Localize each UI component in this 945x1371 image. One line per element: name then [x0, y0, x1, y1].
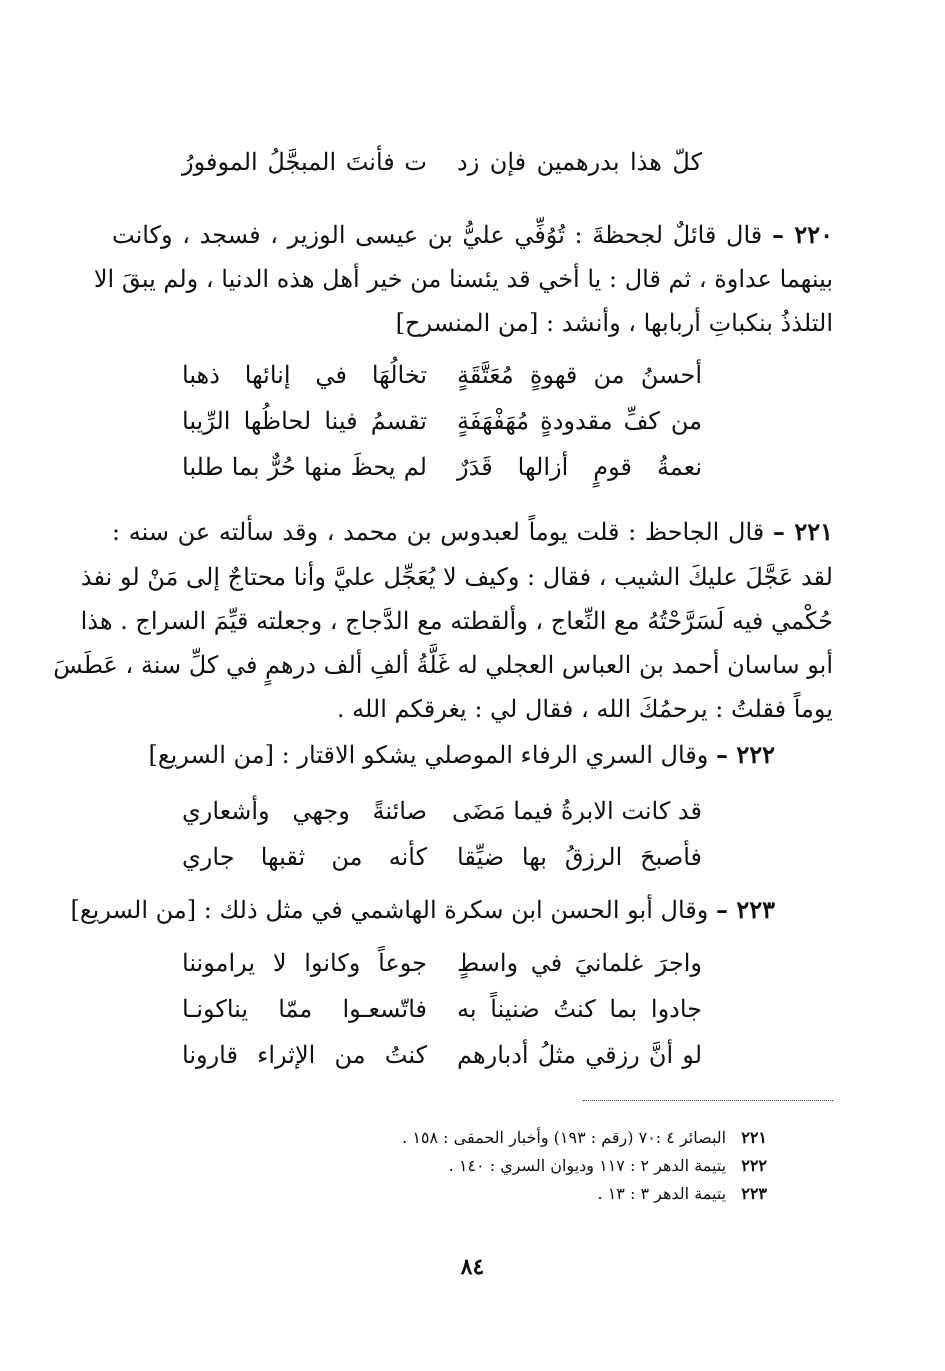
footnote-223: [598, 1182, 767, 1206]
verse-second-hemistich: ت فأنتَ المبجَّلُ الموفورُ: [182, 148, 427, 176]
entry-223-verse-2: جادوا بما كنتُ ضنيناً به فاتّسعـوا ممّا يناكونـا: [182, 995, 702, 1023]
page-number: ٨٤: [460, 1254, 485, 1280]
entry-223-intro: ٢٢٣ – وقال أبو الحسن ابن سكرة الهاشمي في مثل ذلك : [من السريع]: [70, 895, 775, 924]
footnote-text: يتيمة الدهر ٢ : ١١٧ وديوان السري : ١٤٠ .: [448, 1156, 727, 1175]
entry-220-verse-1: أحسنُ من قهوةٍ مُعَتَّقَةٍ تخالُهَا في إنائها ذهبا: [182, 361, 702, 389]
entry-222-verse-1: قد كانت الابرةُ فيما مَضَى صائنةً وجهي وأشعاري: [182, 797, 702, 825]
entry-number: ٢٢١ –: [772, 517, 833, 546]
entry-221-line-1: ٢٢١ – قال الجاحظ : قلت يوماً لعبدوس بن محمد ، وقد سألته عن سنه :: [112, 517, 833, 546]
entry-223-verse-1: واجرَ غلمانيَ في واسطٍ جوعاً وكانوا لا يراموننا: [182, 949, 702, 977]
entry-number: ٢٢٠ –: [771, 220, 834, 249]
footnote-text: البصائر ٤ :٧٠ (رقم : ١٩٣) وأخبار الحمقى : ١٥٨ .: [402, 1128, 727, 1147]
entry-number: ٢٢٢ –: [715, 740, 775, 769]
footnote-text: يتيمة الدهر ٣ : ١٣ .: [597, 1184, 727, 1203]
entry-221-line-4: أبو ساسان أحمد بن العباس العجلي له غَلَّةُ ألفِ ألف درهمٍ في كلِّ سنة ، عَطَسَ: [53, 651, 833, 679]
entry-221-line-2: لقد عَجَّلَ عليكَ الشيب ، فقال : وكيف لا يُعَجِّل عليَّ وأنا محتاجٌ إلى مَنْ لو نفذ: [80, 563, 833, 591]
entry-number: ٢٢٣ –: [715, 895, 775, 924]
footnote-separator: [583, 1100, 833, 1101]
footnote-number: ٢٢٢: [741, 1156, 767, 1175]
entry-221-line-5: يوماً فقلتُ : يرحمُكَ الله ، فقال لي : يغرقكم الله .: [336, 695, 833, 723]
verse-first-hemistich: كلّ هذا بدرهمين فإن زد: [457, 148, 702, 176]
footnote-number: ٢٢١: [741, 1128, 767, 1147]
entry-220-line-1: ٢٢٠ – قال قائلٌ لجحظةَ : تُوُفِّي عليُّ بن عيسى الوزير ، فسجد ، وكانت: [112, 220, 834, 249]
entry-220-line-2: بينهما عداوة ، ثم قال : يا أخي قد يئسنا من خير أهل هذه الدنيا ، ولم يبقَ الا: [93, 265, 833, 293]
opening-verse: [182, 143, 702, 181]
entry-220-verse-3: نعمةُ قومٍ أزالها قَدَرٌ لم يحظَ منها حُرٌّ بما طلبا: [182, 453, 702, 481]
entry-222-intro: ٢٢٢ – وقال السري الرفاء الموصلي يشكو الاقتار : [من السريع]: [148, 740, 775, 769]
footnote-221: [402, 1126, 767, 1150]
footnote-number: ٢٢٣: [741, 1184, 767, 1203]
entry-220-line-3: التلذذُ بنكباتِ أربابها ، وأنشد : [من المنسرح]: [395, 309, 833, 337]
entry-220-verse-2: من كفِّ مقدودةٍ مُهَفْهَفَةٍ تقسمُ فينا لحاظُها الرِّيبا: [182, 407, 702, 435]
footnote-222: [449, 1154, 767, 1178]
entry-222-verse-2: فأصبحَ الرزقُ بها ضيِّقا كأنه من ثقبها جاري: [182, 843, 702, 871]
entry-223-verse-3: لو أنَّ رزقي مثلُ أدبارهم كنتُ من الإثراء قارونا: [182, 1041, 702, 1069]
entry-221-line-3: حُكْمي فيه لَسَرَّحْتُهُ مع النِّعاج ، وألقطته مع الدَّجاج ، وجعلته قيِّمَ السراج . هذا: [80, 607, 833, 635]
